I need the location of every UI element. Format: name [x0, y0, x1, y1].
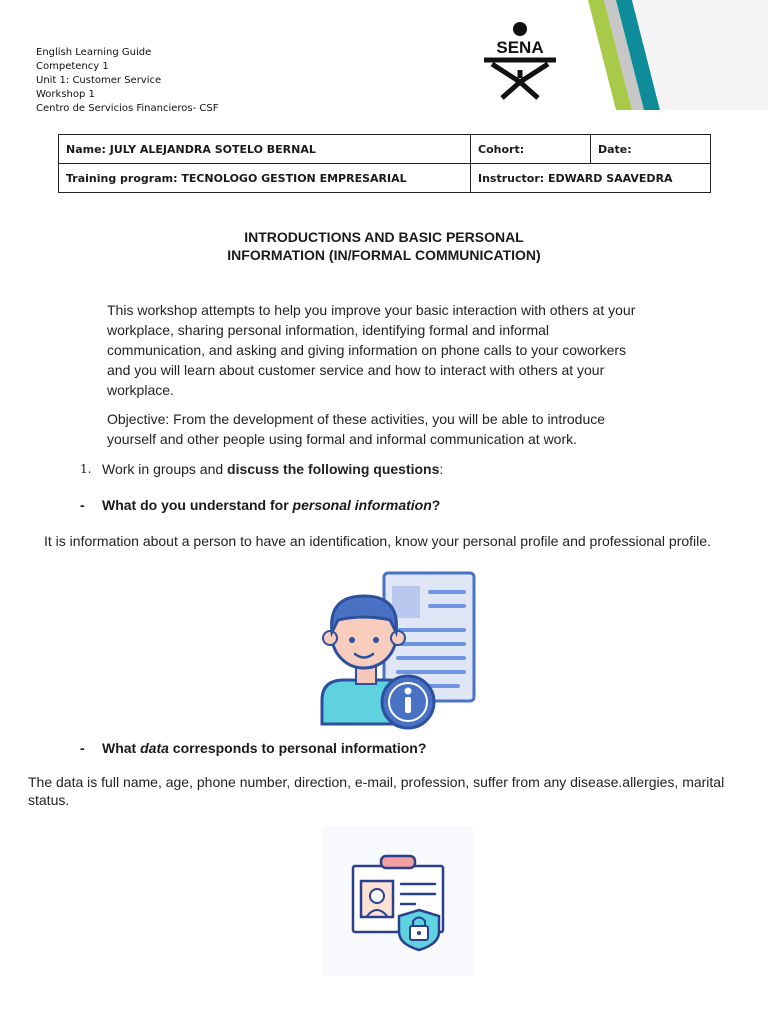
activity-text: Work in groups and — [102, 461, 228, 477]
program-cell: Training program: TECNOLOGO GESTION EMPRESARIAL — [59, 164, 471, 193]
header-line: Workshop 1 — [36, 89, 95, 100]
page-title-line2: INFORMATION (IN/FORMAL COMMUNICATION) — [227, 247, 541, 263]
question-dash: - — [80, 740, 85, 756]
question-personal-information — [102, 496, 702, 514]
question-personal-data — [102, 739, 702, 757]
document-header — [36, 46, 218, 116]
sena-logo — [478, 20, 562, 100]
id-card-lock-icon — [323, 826, 473, 976]
student-info-table — [58, 134, 711, 193]
header-line: English Learning Guide — [36, 47, 152, 58]
question-italic: personal information — [292, 497, 432, 513]
person-info-icon — [318, 570, 480, 730]
name-cell: Name: JULY ALEJANDRA SOTELO BERNAL — [59, 135, 471, 164]
question-end: corresponds to personal information? — [168, 740, 427, 756]
question-text: What — [102, 740, 141, 756]
intro-paragraph: This workshop attempts to help you improve your basic interaction with others at your workplace, sharing personal information, identifying formal and informal communication, and asking and giving information on phone calls to your coworkers and you will learn about customer service and how to interact with others at your workplace. — [107, 302, 636, 398]
decorative-stripes — [580, 0, 768, 110]
header-line: Centro de Servicios Financieros- CSF — [36, 103, 219, 114]
answer-personal-data: The data is full name, age, phone number, direction, e-mail, profession, suffer from any disease.allergies, marital status. — [28, 774, 725, 808]
question-dash: - — [80, 497, 85, 513]
activity-number: 1. — [80, 462, 92, 476]
activity-text-bold: discuss the following questions — [227, 461, 440, 477]
activity-instruction — [102, 459, 702, 479]
header-line: Unit 1: Customer Service — [36, 75, 162, 86]
cohort-cell: Cohort: — [471, 135, 591, 164]
header-line: Competency 1 — [36, 61, 109, 72]
objective-paragraph: Objective: From the development of these activities, you will be able to introduce yourself and other people using formal and informal communication at work. — [107, 411, 606, 447]
instructor-cell: Instructor: EDWARD SAAVEDRA — [471, 164, 711, 193]
date-cell: Date: — [591, 135, 711, 164]
question-end: ? — [431, 497, 441, 513]
question-text: What do you understand for — [102, 497, 293, 513]
question-italic: data — [140, 740, 169, 756]
page-title: INTRODUCTIONS AND BASIC PERSONAL — [244, 229, 524, 245]
svg-text:SENA: SENA — [496, 38, 544, 57]
answer-personal-information: It is information about a person to have an identification, know your personal profile and professional profile. — [44, 533, 711, 549]
activity-text-end: : — [439, 461, 444, 477]
